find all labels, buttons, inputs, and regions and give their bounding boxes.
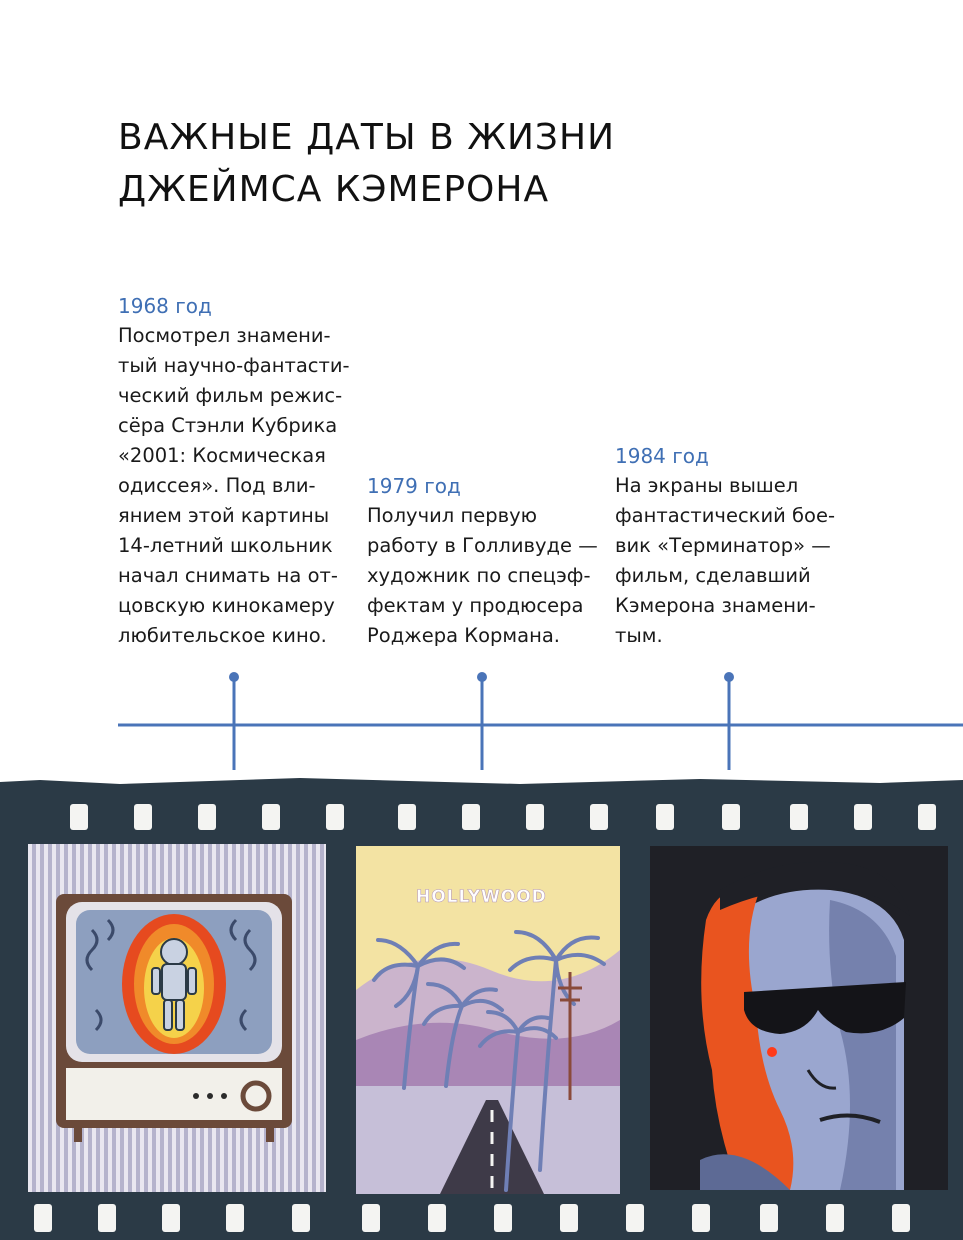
event-text-line: Посмотрел знамени-: [118, 324, 331, 347]
timeline-tick-1984: [724, 672, 734, 770]
event-text-line: любительское кино.: [118, 624, 327, 647]
page-title-line-2: ДЖЕЙМСА КЭМЕРОНА: [118, 169, 550, 210]
event-text-line: янием этой картины: [118, 504, 330, 527]
frame-terminator: [650, 846, 948, 1190]
timeline-tick-1979: [477, 672, 487, 770]
timeline-tick-1968: [229, 672, 239, 770]
frame-hollywood-palms: [356, 846, 620, 1194]
event-text-line: работу в Голливуде —: [367, 534, 598, 557]
event-text-line: сёра Стэнли Кубрика: [118, 414, 338, 437]
event-text-line: одиссея». Под вли-: [118, 474, 316, 497]
event-text-line: художник по спецэф-: [367, 564, 591, 587]
frame-television-astronaut: [28, 844, 326, 1192]
event-year: 1968 год: [118, 294, 212, 318]
page-title-line-1: ВАЖНЫЕ ДАТЫ В ЖИЗНИ: [118, 117, 616, 158]
film-strip-illustration: [0, 770, 963, 1240]
event-text-line: начал снимать на от-: [118, 564, 338, 587]
event-text-line: Кэмерона знамени-: [615, 594, 816, 617]
hollywood-sign: HOLLYWOOD: [416, 887, 547, 907]
event-text-line: 14-летний школьник: [118, 534, 333, 557]
event-text-line: фильм, сделавший: [615, 564, 811, 587]
event-text-line: цовскую кинокамеру: [118, 594, 335, 617]
event-text-line: вик «Терминатор» —: [615, 534, 831, 557]
event-year: 1984 год: [615, 444, 709, 468]
event-text-line: фантастический бое-: [615, 504, 835, 527]
event-year: 1979 год: [367, 474, 461, 498]
event-text-line: тый научно-фантасти-: [118, 354, 350, 377]
event-text-line: фектам у продюсера: [367, 594, 584, 617]
event-text-line: тым.: [615, 624, 663, 647]
event-text-line: «2001: Космическая: [118, 444, 326, 467]
event-text-line: На экраны вышел: [615, 474, 799, 497]
event-text-line: Получил первую: [367, 504, 538, 527]
event-text-line: Роджера Кормана.: [367, 624, 560, 647]
event-text-line: ческий фильм режис-: [118, 384, 343, 407]
